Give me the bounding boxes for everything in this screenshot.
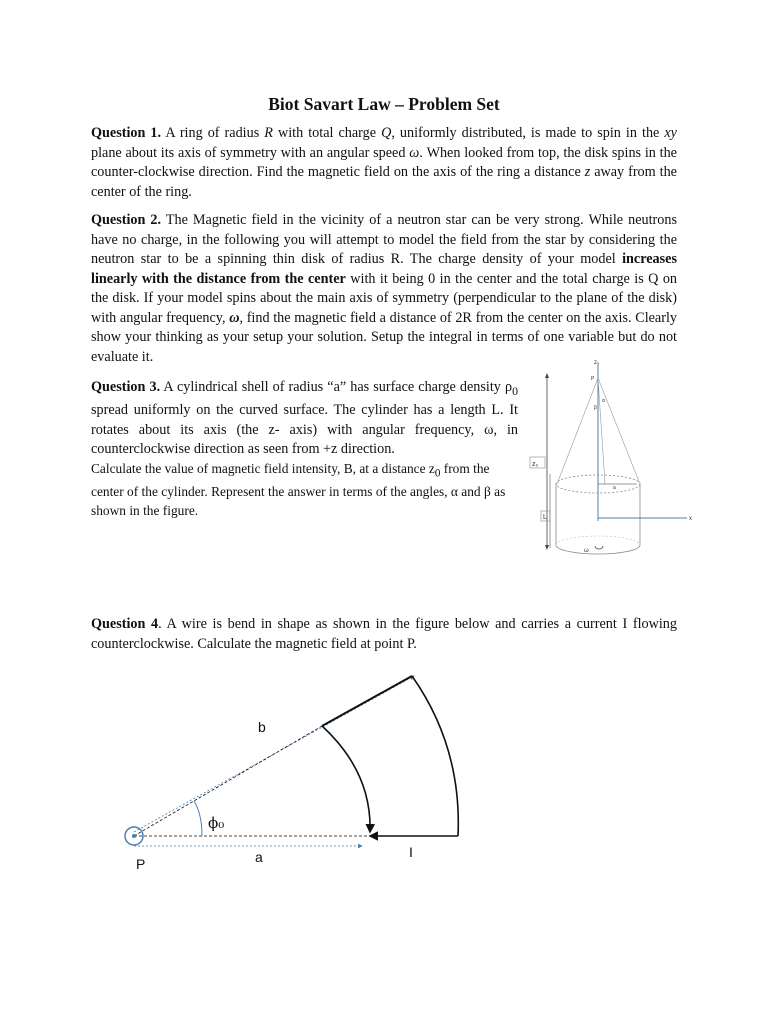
subscript-0: 0 [434, 467, 441, 480]
question-2-text: with it being 0 in the center and the total charge is Q on the disk. If your model spins about the main axis of symmetry (perpendicular to the plane of the disk) with angular frequency, [91, 270, 678, 326]
var-omega: ω [409, 144, 420, 161]
question-1-text: with total charge [272, 125, 382, 141]
var-Q: Q [381, 125, 392, 141]
question-3-text: A cylindrical shell of radius “a” has surface charge density ρ [160, 379, 513, 395]
L-label: L [543, 514, 547, 521]
question-2-emphasis: increases linearly with the distance from the center [91, 251, 677, 287]
question-2-label: Question 2. [91, 212, 162, 228]
subscript-0: 0 [512, 383, 518, 398]
cylinder-figure [525, 356, 700, 556]
question-1 [91, 124, 677, 202]
P-label: P [136, 856, 146, 872]
question-3-text: spread uniformly on the curved surface. The cylinder has a length L. It rotates about its axis (the z- axis) with angular frequency, ω, in counterclockwise direction as seen from +z direction. [91, 402, 518, 458]
omega-label: ω [584, 548, 589, 554]
question-2-text: The Magnetic field in the vicinity of a neutron star can be very strong. While neutrons have no charge, in the following you will attempt to model the field from the star by considering the neutron star to be a spinning thin disk of radius R. The charge density of your model [91, 212, 677, 267]
question-2 [91, 211, 677, 367]
question-2-text: , find the magnetic field a distance of 2R from the center on the axis. Clearly show your thinking as your setup your solution. Setup the integral in terms of one variable but do not evaluate it. [91, 309, 677, 365]
phi0-label: ϕ₀ [208, 814, 225, 832]
question-4-label: Question 4 [91, 616, 159, 632]
x-axis-label: x [689, 516, 692, 522]
alpha-label: α [602, 398, 605, 404]
z0-label: z₀ [532, 461, 539, 468]
question-3 [91, 378, 518, 520]
beta-label: β [594, 405, 597, 411]
z-axis-label: z [594, 360, 597, 366]
b-label: b [258, 719, 266, 735]
I-label: I [409, 844, 413, 860]
wire-figure [110, 662, 470, 877]
question-3-text: Calculate the value of magnetic field intensity, B, at a distance z [91, 460, 435, 476]
var-xy: xy [664, 125, 677, 141]
question-1-label: Question 1. [91, 125, 162, 141]
var-R: R [264, 125, 273, 141]
question-1-text: A ring of radius [161, 125, 265, 141]
var-z: z [584, 164, 591, 180]
page-title: Biot Savart Law – Problem Set [268, 94, 500, 114]
P-label: P [591, 376, 595, 382]
a-label: a [613, 485, 616, 491]
question-3-subtext [91, 460, 518, 520]
question-4-text: . A wire is bend in shape as shown in the figure below and carries a current I flowing counterclockwise. Calculate the magnetic field at point P. [91, 616, 677, 652]
var-omega: ω [229, 309, 240, 326]
question-3-label: Question 3. [91, 379, 161, 395]
question-1-text: plane about its axis of symmetry with an angular speed [91, 144, 410, 161]
a-label: a [255, 849, 263, 865]
question-1-text: away from the center of the ring. [91, 164, 677, 200]
question-4 [91, 615, 677, 654]
question-1-text: , uniformly distributed, is made to spin in the [391, 125, 665, 141]
question-3-text: from the center of the cylinder. Represent the answer in terms of the angles, α and β as shown in the figure. [91, 460, 506, 518]
question-1-text: . When looked from top, the disk spins in the counter-clockwise direction. Find the magnetic field on the axis of the ring a distance [91, 144, 677, 180]
